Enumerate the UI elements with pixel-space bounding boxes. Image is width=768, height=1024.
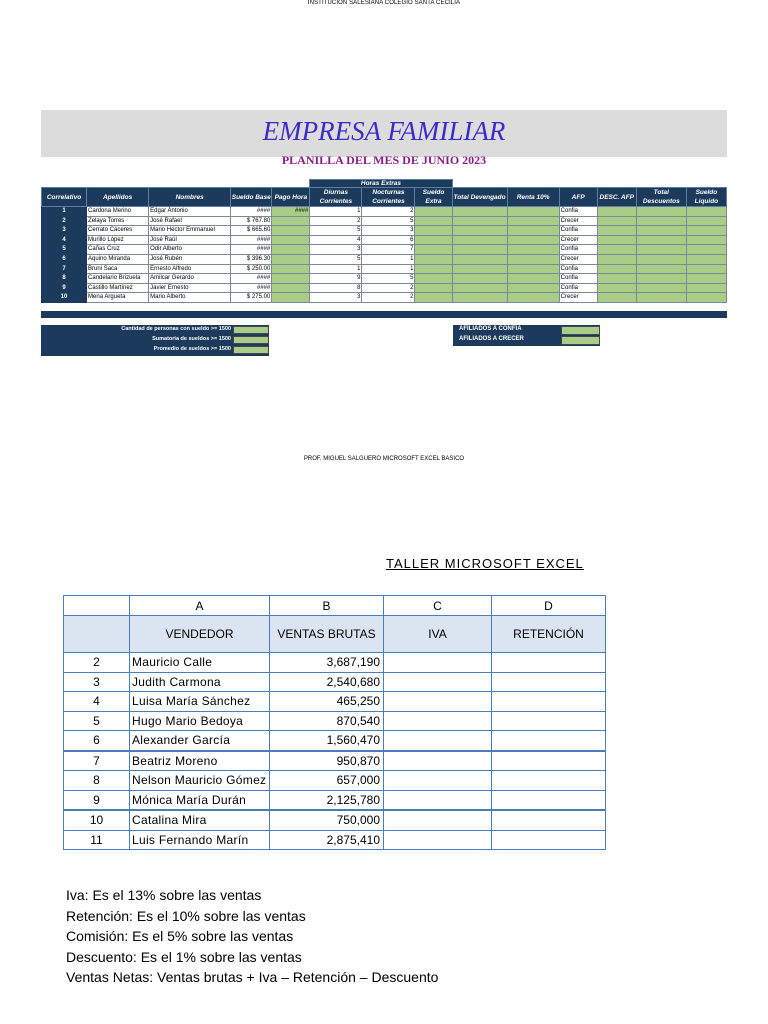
apellidos-cell[interactable]: Zelaya Torres xyxy=(87,216,149,226)
iva-cell[interactable] xyxy=(384,731,492,751)
iva-cell[interactable] xyxy=(384,830,492,850)
sueldo-extra-cell[interactable] xyxy=(415,293,452,303)
sueldo-liquido-cell[interactable] xyxy=(686,283,726,293)
apellidos-cell[interactable]: Candelario Brizuela xyxy=(87,274,149,284)
nocturnas-cell[interactable]: 5 xyxy=(362,216,415,226)
row-number-cell: 8 xyxy=(64,771,130,791)
summary-label-count: Cantidad de personas con sueldo >= 1500 xyxy=(121,326,231,332)
afp-cell[interactable]: Confia xyxy=(559,283,597,293)
vendedor-cell[interactable]: Catalina Mira xyxy=(130,810,270,830)
taller-title: TALLER MICROSOFT EXCEL xyxy=(386,556,584,571)
diurnas-cell[interactable]: 8 xyxy=(310,283,362,293)
vendedor-cell[interactable]: Mónica María Durán xyxy=(130,790,270,810)
payroll-col-header: Renta 10% xyxy=(507,188,559,207)
ventas-brutas-cell[interactable]: 2,540,680 xyxy=(270,672,384,692)
payroll-row xyxy=(42,216,727,226)
payroll-col-header: Pago Hora xyxy=(272,188,310,207)
total-descuentos-cell[interactable] xyxy=(636,245,686,255)
renta-cell[interactable] xyxy=(507,216,559,226)
vendedor-cell[interactable]: Judith Carmona xyxy=(130,672,270,692)
pago-hora-cell[interactable] xyxy=(272,235,310,245)
iva-cell[interactable] xyxy=(384,672,492,692)
retencion-cell[interactable] xyxy=(492,810,606,830)
sueldo-extra-cell[interactable] xyxy=(415,245,452,255)
apellidos-cell[interactable]: Aquino Miranda xyxy=(87,254,149,264)
payroll-col-header: Diurnas Corrientes xyxy=(310,188,362,207)
nocturnas-cell[interactable]: 1 xyxy=(362,254,415,264)
renta-cell[interactable] xyxy=(507,254,559,264)
sales-row xyxy=(64,692,606,712)
row-number-cell: 2 xyxy=(64,653,130,673)
sueldo-base-cell[interactable]: $ 767.80 xyxy=(231,216,272,226)
sueldo-liquido-cell[interactable] xyxy=(686,207,726,217)
column-letter: C xyxy=(384,596,492,616)
apellidos-cell[interactable]: Cardona Merino xyxy=(87,207,149,217)
ventas-brutas-cell[interactable]: 3,687,190 xyxy=(270,653,384,673)
nocturnas-cell[interactable]: 2 xyxy=(362,293,415,303)
renta-cell[interactable] xyxy=(507,283,559,293)
ventas-brutas-cell[interactable]: 870,540 xyxy=(270,711,384,731)
correlativo-cell: 3 xyxy=(42,226,87,236)
payroll-col-header: Sueldo Extra xyxy=(415,188,452,207)
afp-cell[interactable]: Crecer xyxy=(559,293,597,303)
sueldo-liquido-cell[interactable] xyxy=(686,235,726,245)
payroll-row xyxy=(42,274,727,284)
retencion-cell[interactable] xyxy=(492,731,606,751)
afp-cell[interactable]: Crecer xyxy=(559,254,597,264)
summary-box xyxy=(41,325,269,356)
renta-cell[interactable] xyxy=(507,245,559,255)
total-devengado-cell[interactable] xyxy=(452,293,507,303)
afp-cell[interactable]: Confia xyxy=(559,207,597,217)
sueldo-liquido-cell[interactable] xyxy=(686,226,726,236)
row-number-cell: 9 xyxy=(64,790,130,810)
sueldo-extra-cell[interactable] xyxy=(415,264,452,274)
iva-cell[interactable] xyxy=(384,790,492,810)
diurnas-cell[interactable]: 9 xyxy=(310,274,362,284)
vendedor-cell[interactable]: Luisa María Sánchez xyxy=(130,692,270,712)
diurnas-cell[interactable]: 1 xyxy=(310,207,362,217)
sueldo-extra-cell[interactable] xyxy=(415,235,452,245)
payroll-col-header: Nocturnas Corrientes xyxy=(362,188,415,207)
total-descuentos-cell[interactable] xyxy=(636,274,686,284)
afp-cell[interactable]: Crecer xyxy=(559,216,597,226)
total-devengado-cell[interactable] xyxy=(452,254,507,264)
desc-afp-cell[interactable] xyxy=(597,207,636,217)
desc-afp-cell[interactable] xyxy=(597,245,636,255)
column-letter: B xyxy=(270,596,384,616)
correlativo-cell: 1 xyxy=(42,207,87,217)
payroll-col-header: Nombres xyxy=(149,188,231,207)
summary-cell-count[interactable] xyxy=(233,326,269,334)
row-number-cell: 5 xyxy=(64,711,130,731)
summary-label-avg: Promedio de sueldos >= 1500 xyxy=(153,346,231,352)
horas-extras-header: Horas Extras xyxy=(310,180,452,188)
total-descuentos-cell[interactable] xyxy=(636,283,686,293)
apellidos-cell[interactable]: Cañas Cruz xyxy=(87,245,149,255)
nocturnas-cell[interactable]: 5 xyxy=(362,274,415,284)
payroll-col-header: Sueldo Liquido xyxy=(686,188,726,207)
nocturnas-cell[interactable]: 2 xyxy=(362,207,415,217)
sueldo-base-cell[interactable]: #### xyxy=(231,235,272,245)
sueldo-base-cell[interactable]: $ 250.00 xyxy=(231,264,272,274)
sales-col-header: IVA xyxy=(384,616,492,653)
diurnas-cell[interactable]: 5 xyxy=(310,226,362,236)
sueldo-extra-cell[interactable] xyxy=(415,226,452,236)
payroll-col-header: AFP xyxy=(559,188,597,207)
sueldo-base-cell[interactable]: #### xyxy=(231,274,272,284)
row-number-cell: 3 xyxy=(64,672,130,692)
diurnas-cell[interactable]: 5 xyxy=(310,254,362,264)
total-devengado-cell[interactable] xyxy=(452,216,507,226)
diurnas-cell[interactable]: 3 xyxy=(310,245,362,255)
payroll-col-header: Sueldo Base xyxy=(231,188,272,207)
summary-label-sum: Sumatoria de sueldos >= 1500 xyxy=(152,336,231,342)
sueldo-extra-cell[interactable] xyxy=(415,274,452,284)
pago-hora-cell[interactable] xyxy=(272,245,310,255)
payroll-col-header: DESC. AFP xyxy=(597,188,636,207)
payroll-footer-band xyxy=(41,311,727,318)
sueldo-liquido-cell[interactable] xyxy=(686,216,726,226)
apellidos-cell[interactable]: Murillo López xyxy=(87,235,149,245)
sueldo-extra-cell[interactable] xyxy=(415,207,452,217)
correlativo-cell: 8 xyxy=(42,274,87,284)
column-letter: A xyxy=(130,596,270,616)
pago-hora-cell[interactable] xyxy=(272,293,310,303)
sueldo-liquido-cell[interactable] xyxy=(686,274,726,284)
total-devengado-cell[interactable] xyxy=(452,245,507,255)
renta-cell[interactable] xyxy=(507,235,559,245)
total-devengado-cell[interactable] xyxy=(452,274,507,284)
sales-col-header: RETENCIÓN xyxy=(492,616,606,653)
nombres-cell[interactable]: Mario Alberto xyxy=(149,293,231,303)
professor-footer: PROF. MIGUEL SALGUERO MICROSOFT EXCEL BASICO xyxy=(303,456,465,462)
payroll-col-header: Total Descuentos xyxy=(636,188,686,207)
ventas-brutas-cell[interactable]: 2,125,780 xyxy=(270,790,384,810)
diurnas-cell[interactable]: 3 xyxy=(310,293,362,303)
sales-row xyxy=(64,731,606,751)
total-devengado-cell[interactable] xyxy=(452,264,507,274)
vendedor-cell[interactable]: Hugo Mario Bedoya xyxy=(130,711,270,731)
afp-cell[interactable]: Crecer xyxy=(559,235,597,245)
correlativo-cell: 10 xyxy=(42,293,87,303)
iva-cell[interactable] xyxy=(384,692,492,712)
retencion-cell[interactable] xyxy=(492,830,606,850)
desc-afp-cell[interactable] xyxy=(597,226,636,236)
ventas-brutas-cell[interactable]: 750,000 xyxy=(270,810,384,830)
total-descuentos-cell[interactable] xyxy=(636,254,686,264)
sueldo-base-cell[interactable]: #### xyxy=(231,283,272,293)
iva-cell[interactable] xyxy=(384,771,492,791)
summary-cell-sum[interactable] xyxy=(233,336,269,344)
sales-row xyxy=(64,771,606,791)
vendedor-cell[interactable]: Beatriz Moreno xyxy=(130,751,270,771)
sueldo-base-cell[interactable]: $ 396.30 xyxy=(231,254,272,264)
nocturnas-cell[interactable]: 7 xyxy=(362,245,415,255)
apellidos-cell[interactable]: Castillo Martínez xyxy=(87,283,149,293)
correlativo-cell: 4 xyxy=(42,235,87,245)
note-ventas-netas: Ventas Netas: Ventas brutas + Iva – Retención – Descuento xyxy=(66,969,439,985)
row-number-cell: 10 xyxy=(64,810,130,830)
sales-row xyxy=(64,653,606,673)
vendedor-cell[interactable]: Nelson Mauricio Gómez xyxy=(130,771,270,791)
sales-row xyxy=(64,711,606,731)
afiliados-box xyxy=(453,325,600,346)
apellidos-cell[interactable]: Bruni Saca xyxy=(87,264,149,274)
payroll-col-header: Total Devengado xyxy=(452,188,507,207)
correlativo-cell: 9 xyxy=(42,283,87,293)
apellidos-cell[interactable]: Cerrato Cáceres xyxy=(87,226,149,236)
pago-hora-cell[interactable] xyxy=(272,274,310,284)
ventas-brutas-cell[interactable]: 465,250 xyxy=(270,692,384,712)
afp-cell[interactable]: Confia xyxy=(559,274,597,284)
nocturnas-cell[interactable]: 6 xyxy=(362,235,415,245)
nombres-cell[interactable]: José Raúl xyxy=(149,235,231,245)
desc-afp-cell[interactable] xyxy=(597,235,636,245)
sales-row xyxy=(64,830,606,850)
sueldo-base-cell[interactable]: #### xyxy=(231,245,272,255)
pago-hora-cell[interactable] xyxy=(272,264,310,274)
retencion-cell[interactable] xyxy=(492,672,606,692)
pago-hora-cell[interactable] xyxy=(272,226,310,236)
note-descuento: Descuento: Es el 1% sobre las ventas xyxy=(66,948,302,965)
iva-cell[interactable] xyxy=(384,810,492,830)
sales-col-header: VENDEDOR xyxy=(130,616,270,653)
renta-cell[interactable] xyxy=(507,207,559,217)
pago-hora-cell[interactable]: #### xyxy=(272,207,310,217)
sales-row xyxy=(64,810,606,830)
total-descuentos-cell[interactable] xyxy=(636,264,686,274)
ventas-brutas-cell[interactable]: 657,000 xyxy=(270,771,384,791)
total-descuentos-cell[interactable] xyxy=(636,293,686,303)
nombres-cell[interactable]: Mario Héctor Emmanuel xyxy=(149,226,231,236)
institution-header: INSTITUCION SALESIANA COLEGIO SANTA CECILIA xyxy=(307,0,461,6)
nocturnas-cell[interactable]: 2 xyxy=(362,283,415,293)
iva-cell[interactable] xyxy=(384,653,492,673)
ventas-brutas-cell[interactable]: 1,560,470 xyxy=(270,731,384,751)
row-number-cell: 11 xyxy=(64,830,130,850)
total-devengado-cell[interactable] xyxy=(452,207,507,217)
iva-cell[interactable] xyxy=(384,711,492,731)
diurnas-cell[interactable]: 1 xyxy=(310,264,362,274)
sueldo-extra-cell[interactable] xyxy=(415,254,452,264)
ventas-brutas-cell[interactable]: 2,875,410 xyxy=(270,830,384,850)
nocturnas-cell[interactable]: 1 xyxy=(362,264,415,274)
desc-afp-cell[interactable] xyxy=(597,264,636,274)
payroll-col-header: Apellidos xyxy=(87,188,149,207)
sueldo-base-cell[interactable]: $ 275.00 xyxy=(231,293,272,303)
desc-afp-cell[interactable] xyxy=(597,283,636,293)
desc-afp-cell[interactable] xyxy=(597,293,636,303)
retencion-cell[interactable] xyxy=(492,790,606,810)
sueldo-base-cell[interactable]: $ 665.60 xyxy=(231,226,272,236)
row-number-cell: 6 xyxy=(64,731,130,751)
desc-afp-cell[interactable] xyxy=(597,216,636,226)
afiliados-confia-cell[interactable] xyxy=(561,326,600,335)
total-descuentos-cell[interactable] xyxy=(636,207,686,217)
sueldo-base-cell[interactable]: #### xyxy=(231,207,272,217)
column-letter xyxy=(64,596,130,616)
renta-cell[interactable] xyxy=(507,274,559,284)
summary-cell-avg[interactable] xyxy=(233,346,269,354)
total-devengado-cell[interactable] xyxy=(452,235,507,245)
page-subtitle: PLANILLA DEL MES DE JUNIO 2023 xyxy=(281,153,487,167)
sueldo-liquido-cell[interactable] xyxy=(686,293,726,303)
retencion-cell[interactable] xyxy=(492,711,606,731)
renta-cell[interactable] xyxy=(507,226,559,236)
total-devengado-cell[interactable] xyxy=(452,283,507,293)
apellidos-cell[interactable]: Mena Argueta xyxy=(87,293,149,303)
retencion-cell[interactable] xyxy=(492,771,606,791)
notes-block xyxy=(66,885,438,988)
renta-cell[interactable] xyxy=(507,264,559,274)
payroll-row xyxy=(42,283,727,293)
payroll-row xyxy=(42,254,727,264)
vendedor-cell[interactable]: Luis Fernando Marín xyxy=(130,830,270,850)
pago-hora-cell[interactable] xyxy=(272,254,310,264)
desc-afp-cell[interactable] xyxy=(597,274,636,284)
total-descuentos-cell[interactable] xyxy=(636,216,686,226)
vendedor-cell[interactable]: Mauricio Calle xyxy=(130,653,270,673)
nombres-cell[interactable]: Odir Alberto xyxy=(149,245,231,255)
payroll-row xyxy=(42,293,727,303)
desc-afp-cell[interactable] xyxy=(597,254,636,264)
row-number-cell: 4 xyxy=(64,692,130,712)
total-devengado-cell[interactable] xyxy=(452,226,507,236)
nombres-cell[interactable]: José Rubén xyxy=(149,254,231,264)
retencion-cell[interactable] xyxy=(492,692,606,712)
afp-cell[interactable]: Confia xyxy=(559,226,597,236)
sueldo-extra-cell[interactable] xyxy=(415,216,452,226)
sales-row xyxy=(64,790,606,810)
payroll-row xyxy=(42,264,727,274)
afiliados-crecer-cell[interactable] xyxy=(561,336,600,345)
sales-table xyxy=(63,595,606,850)
nombres-cell[interactable]: Amilcar Gerardo xyxy=(149,274,231,284)
diurnas-cell[interactable]: 4 xyxy=(310,235,362,245)
afp-cell[interactable]: Confia xyxy=(559,264,597,274)
sales-col-header xyxy=(64,616,130,653)
pago-hora-cell[interactable] xyxy=(272,283,310,293)
iva-cell[interactable] xyxy=(384,751,492,771)
sueldo-liquido-cell[interactable] xyxy=(686,264,726,274)
sales-col-header: VENTAS BRUTAS xyxy=(270,616,384,653)
afiliados-confia-label: AFILIADOS A CONFIA xyxy=(459,326,522,332)
correlativo-cell: 2 xyxy=(42,216,87,226)
sueldo-extra-cell[interactable] xyxy=(415,283,452,293)
pago-hora-cell[interactable] xyxy=(272,216,310,226)
payroll-row xyxy=(42,207,727,217)
afp-cell[interactable]: Confia xyxy=(559,245,597,255)
note-retencion: Retención: Es el 10% sobre las ventas xyxy=(66,907,306,924)
column-letter: D xyxy=(492,596,606,616)
retencion-cell[interactable] xyxy=(492,751,606,771)
correlativo-cell: 5 xyxy=(42,245,87,255)
nombres-cell[interactable]: José Rafael xyxy=(149,216,231,226)
note-comision: Comisión: Es el 5% sobre las ventas xyxy=(66,928,294,944)
sueldo-liquido-cell[interactable] xyxy=(686,254,726,264)
total-descuentos-cell[interactable] xyxy=(636,235,686,245)
payroll-row xyxy=(42,235,727,245)
total-descuentos-cell[interactable] xyxy=(636,226,686,236)
nombres-cell[interactable]: Ernesto Alfredo xyxy=(149,264,231,274)
correlativo-cell: 7 xyxy=(42,264,87,274)
note-iva: Iva: Es el 13% sobre las ventas xyxy=(66,887,262,903)
nombres-cell[interactable]: Javier Ernesto xyxy=(149,283,231,293)
page-title: EMPRESA FAMILIAR xyxy=(262,116,506,146)
payroll-col-header: Correlativo xyxy=(42,188,87,207)
retencion-cell[interactable] xyxy=(492,653,606,673)
vendedor-cell[interactable]: Alexander García xyxy=(130,731,270,751)
nombres-cell[interactable]: Edgar Antonio xyxy=(149,207,231,217)
sueldo-liquido-cell[interactable] xyxy=(686,245,726,255)
payroll-row xyxy=(42,245,727,255)
payroll-table xyxy=(41,179,727,303)
afiliados-crecer-label: AFILIADOS A CRECER xyxy=(459,336,524,342)
sales-row xyxy=(64,751,606,771)
row-number-cell: 7 xyxy=(64,751,130,771)
correlativo-cell: 6 xyxy=(42,254,87,264)
nocturnas-cell[interactable]: 3 xyxy=(362,226,415,236)
diurnas-cell[interactable]: 2 xyxy=(310,216,362,226)
sales-row xyxy=(64,672,606,692)
payroll-row xyxy=(42,226,727,236)
renta-cell[interactable] xyxy=(507,293,559,303)
ventas-brutas-cell[interactable]: 950,870 xyxy=(270,751,384,771)
